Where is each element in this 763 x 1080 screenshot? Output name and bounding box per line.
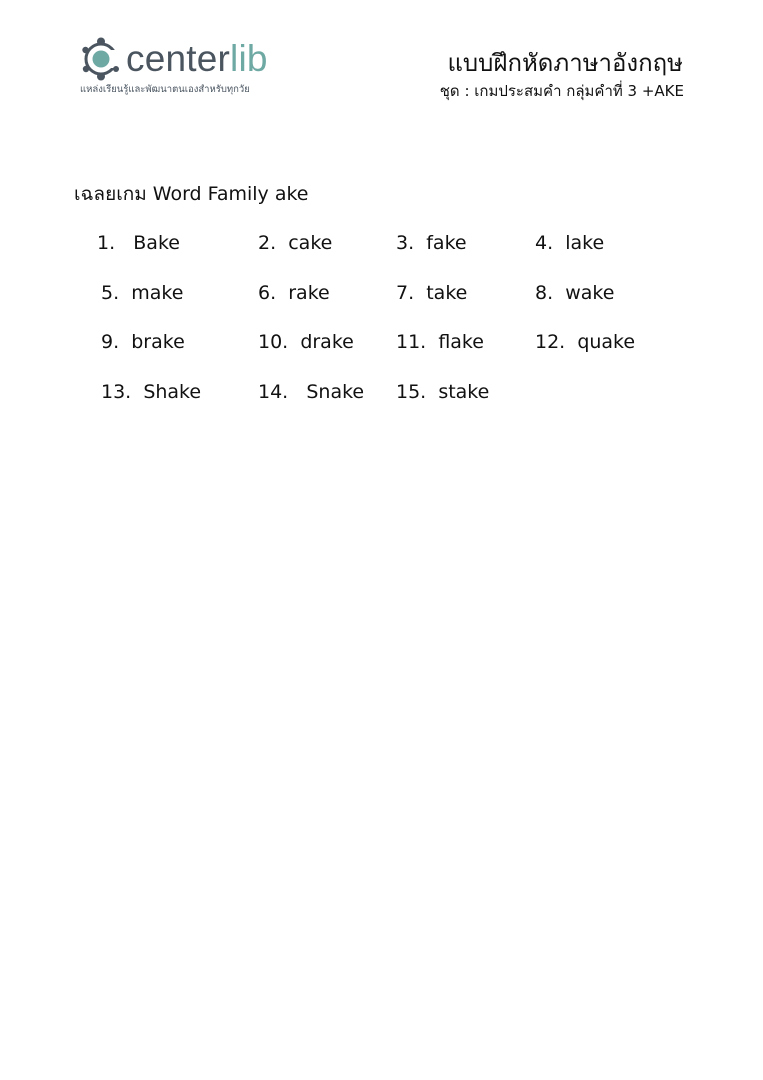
answer-number: 6.: [258, 282, 277, 304]
answer-number: 10.: [258, 331, 289, 353]
answer-word: brake: [131, 331, 185, 353]
answer-item: [101, 328, 185, 356]
answer-number: 14.: [258, 381, 289, 403]
answer-item: [258, 229, 332, 257]
answer-item: [535, 279, 614, 307]
answer-word: lake: [565, 232, 605, 254]
answer-number: 7.: [396, 282, 415, 304]
answer-word: wake: [565, 282, 615, 304]
logo-word-center: center: [126, 38, 231, 79]
answer-word: flake: [438, 331, 484, 353]
answer-word: rake: [288, 282, 330, 304]
answer-item: [396, 328, 484, 356]
answer-word: Shake: [143, 381, 202, 403]
answer-word: take: [426, 282, 468, 304]
answer-item: [258, 378, 364, 406]
logo-word-lib: lib: [230, 38, 268, 79]
answer-word: cake: [288, 232, 333, 254]
answer-item: [535, 328, 635, 356]
answer-number: 5.: [101, 282, 120, 304]
answer-word: make: [131, 282, 184, 304]
answer-item: [101, 279, 183, 307]
document-subtitle: ชุด : เกมประสมคำ กลุ่มคำที่ 3 +AKE: [439, 82, 684, 100]
answer-number: 8.: [535, 282, 554, 304]
answer-item: [396, 378, 489, 406]
answer-item: [396, 229, 467, 257]
answer-number: 13.: [101, 381, 132, 403]
answer-item: [396, 279, 467, 307]
answer-item: [97, 229, 180, 257]
answer-word: quake: [577, 331, 636, 353]
answer-word: Bake: [133, 232, 180, 254]
logo-tagline: แหล่งเรียนรู้และพัฒนาตนเองสำหรับทุกวัย: [80, 84, 250, 95]
answer-word: stake: [438, 381, 490, 403]
answer-number: 2.: [258, 232, 277, 254]
answer-number: 4.: [535, 232, 554, 254]
answer-key-heading: เฉลยเกม Word Family ake: [74, 183, 309, 205]
answer-word: drake: [300, 331, 354, 353]
answer-number: 12.: [535, 331, 566, 353]
answer-item: [258, 328, 354, 356]
answer-item: [258, 279, 330, 307]
answer-item: [101, 378, 201, 406]
answer-number: 9.: [101, 331, 120, 353]
answer-word: fake: [426, 232, 467, 254]
document-title: แบบฝึกหัดภาษาอังกฤษ: [447, 49, 683, 77]
answer-item: [535, 229, 604, 257]
answer-number: 1.: [97, 232, 116, 254]
answer-word: Snake: [306, 381, 365, 403]
answer-number: 11.: [396, 331, 427, 353]
answer-number: 15.: [396, 381, 427, 403]
answer-number: 3.: [396, 232, 415, 254]
